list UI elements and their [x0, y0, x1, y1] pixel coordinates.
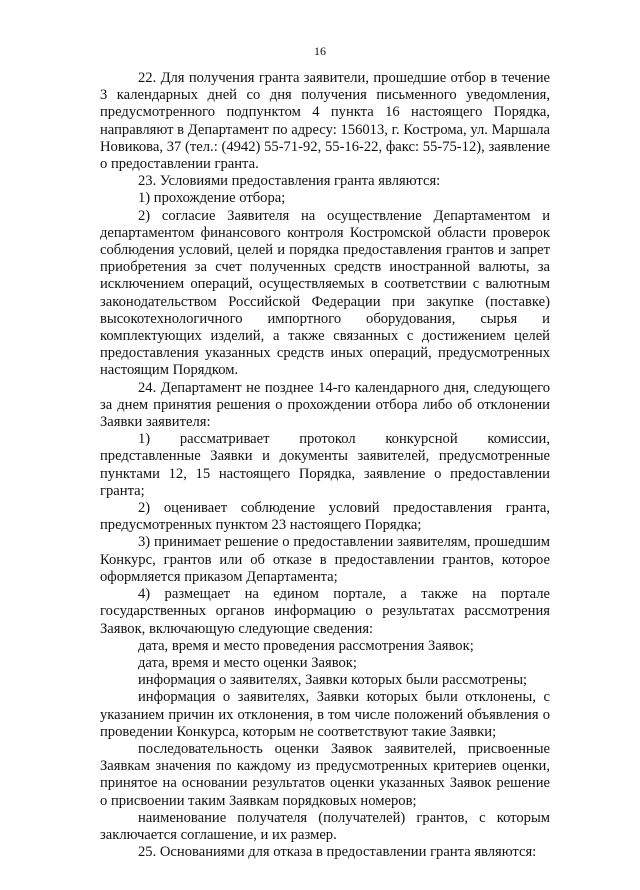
paragraph-22: 22. Для получения гранта заявители, прошедшие отбор в течение 3 календарных дней со дня получения письменного уведомления, предусмотренного подпунктом 4 пункта 16 настоящего Порядка, направляют в Департамент по адресу: 156013, г. Кострома, ул. Маршала Новикова, 37 (тел.: (4942) 55-71-92, 55-16-22, факс: 55-75-12), заявление о предоставлении гранта. — [100, 70, 550, 173]
paragraph-24-item-3: 3) принимает решение о предоставлении заявителям, прошедшим Конкурс, грантов или об отказе в предоставлении грантов, которое оформляется приказом Департамента; — [100, 534, 550, 585]
paragraph-23-item-1: 1) прохождение отбора; — [138, 190, 286, 207]
info-item-rejected-applicants: информация о заявителях, Заявки которых были отклонены, с указанием причин их отклонения, в том числе положений объявления о проведении Конкурса, которым не соответствуют такие Заявки; — [100, 689, 550, 740]
info-item-review-date: дата, время и место проведения рассмотрения Заявок; — [138, 637, 474, 654]
paragraph-24-item-4: 4) размещает на едином портале, а также на портале государственных органов информацию о результатах рассмотрения Заявок, включающую следующие сведения: — [100, 586, 550, 637]
page-number: 16 — [314, 44, 326, 58]
info-item-grant-recipient: наименование получателя (получателей) грантов, с которым заключается соглашение, и их размер. — [100, 809, 550, 843]
paragraph-23: 23. Условиями предоставления гранта являются: — [138, 173, 441, 190]
paragraph-24-item-1: 1) рассматривает протокол конкурсной комиссии, представленные Заявки и документы заявителей, предусмотренные пунктами 12, 15 настоящего Порядка, заявление о предоставлении гранта; — [100, 431, 550, 499]
paragraph-24-item-2: 2) оценивает соблюдение условий предоставления гранта, предусмотренных пунктом 23 настоящего Порядка; — [100, 500, 550, 534]
info-item-evaluation-sequence: последовательность оценки Заявок заявителей, присвоенные Заявкам значения по каждому из предусмотренных критериев оценки, принятое на основании результатов оценки указанных Заявок решение о присвоении таким Заявкам порядковых номеров; — [100, 740, 550, 809]
document-body — [100, 70, 550, 861]
paragraph-25: 25. Основаниями для отказа в предоставлении гранта являются: — [138, 844, 537, 861]
info-item-evaluation-date: дата, время и место оценки Заявок; — [138, 654, 357, 671]
paragraph-24: 24. Департамент не позднее 14-го календарного дня, следующего за днем принятия решения о прохождении отбора либо об отклонении Заявки заявителя: — [100, 379, 550, 431]
paragraph-23-item-2: 2) согласие Заявителя на осуществление Департаментом и департаментом финансового контроля Костромской области проверок соблюдения условий, целей и порядка предоставления грантов и запрет приобретения за счет полученных средств иностранной валюты, за исключением операций, осуществляемых в соответствии с валютным законодательством Российской Федерации при закупке (поставке) высокотехнологичного импортного оборудования, сырья и комплектующих изделий, а также связанных с достижением целей предоставления указанных средств иных операций, предусмотренных настоящим Порядком. — [100, 207, 550, 379]
info-item-reviewed-applicants: информация о заявителях, Заявки которых были рассмотрены; — [138, 672, 528, 689]
